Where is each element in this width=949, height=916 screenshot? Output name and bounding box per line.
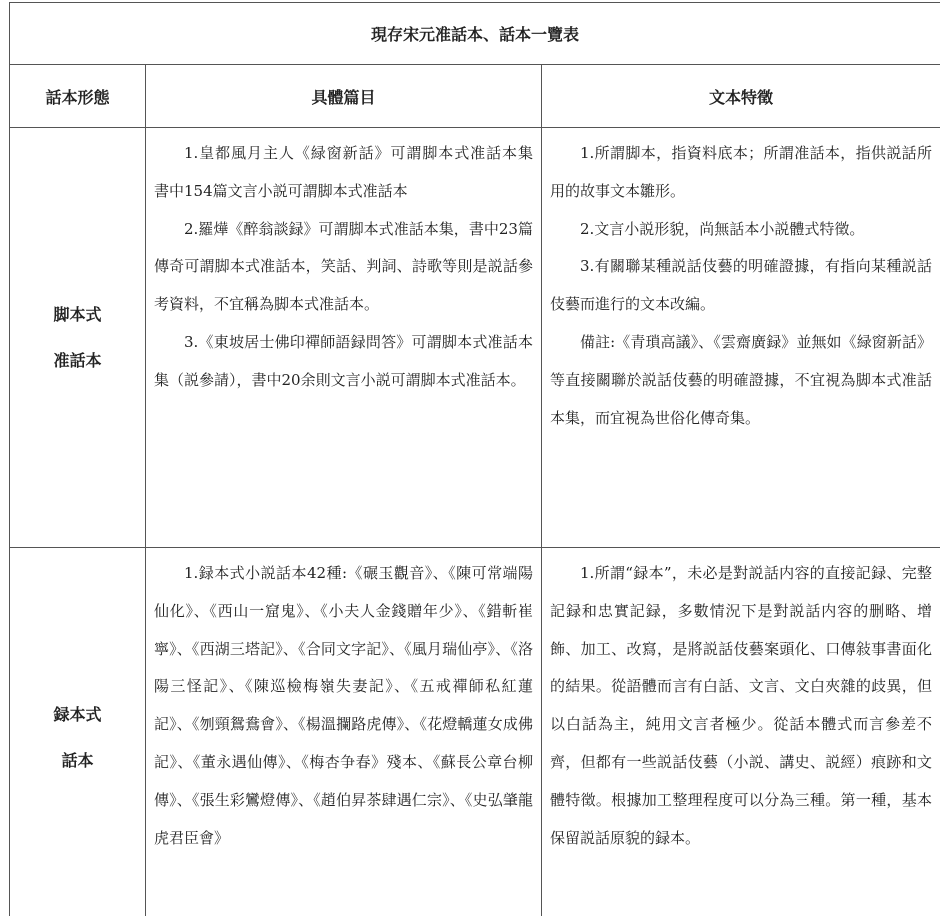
form-label-line2: 話本 xyxy=(61,750,94,770)
works-cell xyxy=(146,548,542,916)
form-label-line1: 録本式 xyxy=(53,704,102,724)
form-cell xyxy=(10,548,146,916)
table-frame xyxy=(9,2,940,916)
works-paragraph: 2.羅燁《醉翁談録》可謂脚本式准話本集，書中23篇傳奇可謂脚本式准話本，笑話、判詞、詩歌等則是説話參考資料，不宜稱為脚本式准話本。 xyxy=(154,219,533,314)
header-features: 文本特徵 xyxy=(542,65,941,128)
features-cell xyxy=(542,548,941,916)
form-cell xyxy=(10,128,146,548)
form-label-line2: 准話本 xyxy=(53,350,102,370)
table-row xyxy=(10,548,941,916)
features-paragraph: 備註:《青瑣高議》、《雲齋廣録》並無如《緑窗新話》等直接關聯於説話伎藝的明確證據，不宜視為脚本式准話本集，而宜視為世俗化傳奇集。 xyxy=(550,332,933,427)
title-row xyxy=(10,3,941,65)
header-works: 具體篇目 xyxy=(146,65,542,128)
features-paragraph: 1.所謂脚本，指資料底本；所謂准話本，指供説話所用的故事文本雛形。 xyxy=(550,144,933,200)
header-form: 話本形態 xyxy=(10,65,146,128)
features-cell xyxy=(542,128,941,548)
works-paragraph: 1.録本式小説話本42種:《碾玉觀音》、《陳可常端陽仙化》、《西山一窟鬼》、《小夫人金錢贈年少》、《錯斬崔寧》、《西湖三塔記》、《合同文字記》、《風月瑞仙亭》、《洛陽三怪記》、《陳巡檢梅嶺失妻記》、《五戒禪師私紅蓮記》、《刎頸鴛鴦會》、《楊溫攔路虎傳》、《花燈轎蓮女成佛記》、《董永遇仙傳》、《梅杏争春》殘本、《蘇長公章台柳傳》、《張生彩鸞燈傳》、《趙伯昇茶肆遇仁宗》、《史弘肇龍虎君臣會》 xyxy=(154,564,533,847)
form-label-line1: 脚本式 xyxy=(53,304,102,324)
header-row xyxy=(10,65,941,128)
features-paragraph: 3.有關聯某種説話伎藝的明確證據，有指向某種説話伎藝而進行的文本改編。 xyxy=(550,257,933,314)
works-paragraph: 3.《東坡居士佛印禪師語録問答》可謂脚本式准話本集（説參請），書中20余則文言小説可謂脚本式准話本。 xyxy=(154,332,533,389)
features-paragraph: 2.文言小説形貌，尚無話本小説體式特徵。 xyxy=(580,219,865,238)
works-paragraph: 1.皇都風月主人《緑窗新話》可謂脚本式准話本集 書中154篇文言小説可謂脚本式准話本 xyxy=(154,144,533,200)
features-paragraph: 1.所謂“録本”，未必是對説話内容的直接記録、完整記録和忠實記録，多數情況下是對説話内容的删略、增飾、加工、改寫，是將説話伎藝案頭化、口傳敍事書面化的結果。從語體而言有白話、文言、文白夾雜的歧異，但以白話為主，純用文言者極少。從話本體式而言參差不齊，但都有一些説話伎藝（小説、講史、説經）痕跡和文體特徵。根據加工整理程度可以分為三種。第一種，基本保留説話原貌的録本。 xyxy=(550,564,933,847)
table-row xyxy=(10,128,941,548)
works-cell xyxy=(146,128,542,548)
overview-table xyxy=(9,2,940,916)
table-title: 現存宋元准話本、話本一覽表 xyxy=(10,3,941,65)
